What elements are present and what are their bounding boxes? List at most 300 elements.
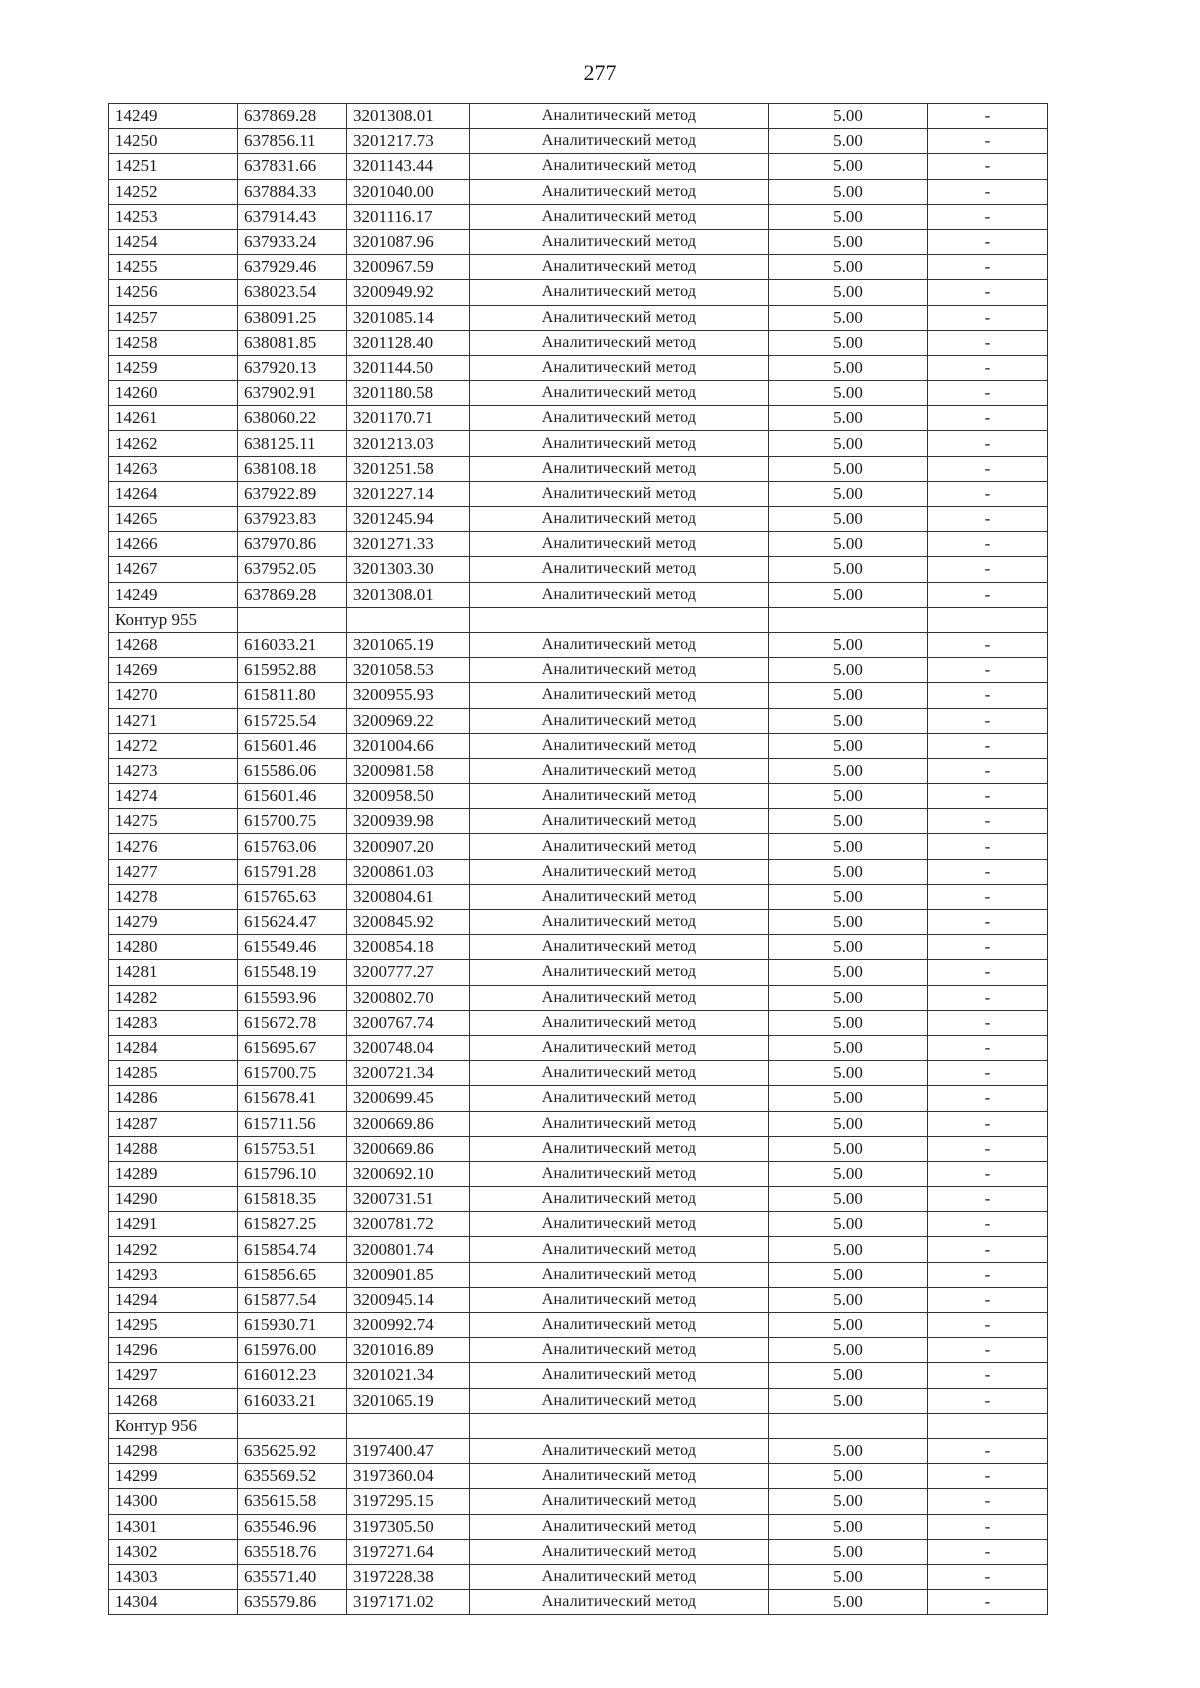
- point-id-cell: 14251: [109, 154, 238, 179]
- error-cell: 5.00: [769, 1111, 928, 1136]
- point-id-cell: 14288: [109, 1136, 238, 1161]
- contour-header-row: [109, 607, 1048, 632]
- y-coordinate-cell: 3201087.96: [347, 229, 470, 254]
- table-row: [109, 381, 1048, 406]
- table-row: [109, 582, 1048, 607]
- method-cell: Аналитический метод: [470, 834, 769, 859]
- dash-cell: -: [928, 834, 1048, 859]
- table-row: [109, 1590, 1048, 1615]
- error-cell: 5.00: [769, 381, 928, 406]
- dash-cell: -: [928, 1035, 1048, 1060]
- y-coordinate-cell: 3200781.72: [347, 1212, 470, 1237]
- x-coordinate-cell: 637856.11: [238, 129, 347, 154]
- point-id-cell: 14304: [109, 1590, 238, 1615]
- y-coordinate-cell: 3201040.00: [347, 179, 470, 204]
- y-coordinate-cell: [347, 607, 470, 632]
- y-coordinate-cell: 3201116.17: [347, 204, 470, 229]
- dash-cell: -: [928, 431, 1048, 456]
- dash-cell: -: [928, 1187, 1048, 1212]
- y-coordinate-cell: 3201308.01: [347, 104, 470, 129]
- method-cell: Аналитический метод: [470, 758, 769, 783]
- method-cell: Аналитический метод: [470, 658, 769, 683]
- x-coordinate-cell: 615827.25: [238, 1212, 347, 1237]
- x-coordinate-cell: 638125.11: [238, 431, 347, 456]
- error-cell: 5.00: [769, 1489, 928, 1514]
- table-row: [109, 859, 1048, 884]
- dash-cell: -: [928, 708, 1048, 733]
- y-coordinate-cell: [347, 1413, 470, 1438]
- x-coordinate-cell: [238, 1413, 347, 1438]
- x-coordinate-cell: 615593.96: [238, 985, 347, 1010]
- x-coordinate-cell: 615711.56: [238, 1111, 347, 1136]
- x-coordinate-cell: 637929.46: [238, 255, 347, 280]
- error-cell: 5.00: [769, 456, 928, 481]
- dash-cell: -: [928, 1590, 1048, 1615]
- y-coordinate-cell: 3200669.86: [347, 1136, 470, 1161]
- table-row: [109, 884, 1048, 909]
- dash-cell: -: [928, 406, 1048, 431]
- dash-cell: [928, 607, 1048, 632]
- x-coordinate-cell: 615763.06: [238, 834, 347, 859]
- y-coordinate-cell: 3201058.53: [347, 658, 470, 683]
- error-cell: 5.00: [769, 1262, 928, 1287]
- method-cell: Аналитический метод: [470, 708, 769, 733]
- point-id-cell: 14298: [109, 1438, 238, 1463]
- method-cell: Аналитический метод: [470, 1438, 769, 1463]
- x-coordinate-cell: 615678.41: [238, 1086, 347, 1111]
- table-row: [109, 1338, 1048, 1363]
- dash-cell: -: [928, 381, 1048, 406]
- error-cell: 5.00: [769, 431, 928, 456]
- error-cell: 5.00: [769, 1187, 928, 1212]
- y-coordinate-cell: 3200721.34: [347, 1061, 470, 1086]
- dash-cell: -: [928, 255, 1048, 280]
- dash-cell: -: [928, 507, 1048, 532]
- dash-cell: -: [928, 456, 1048, 481]
- dash-cell: -: [928, 229, 1048, 254]
- table-row: [109, 708, 1048, 733]
- method-cell: Аналитический метод: [470, 355, 769, 380]
- method-cell: Аналитический метод: [470, 884, 769, 909]
- y-coordinate-cell: 3200731.51: [347, 1187, 470, 1212]
- contour-label: Контур 955: [109, 607, 238, 632]
- point-id-cell: 14265: [109, 507, 238, 532]
- y-coordinate-cell: 3200945.14: [347, 1287, 470, 1312]
- x-coordinate-cell: 615601.46: [238, 733, 347, 758]
- dash-cell: [928, 1413, 1048, 1438]
- table-row: [109, 431, 1048, 456]
- error-cell: 5.00: [769, 985, 928, 1010]
- contour-label: Контур 956: [109, 1413, 238, 1438]
- table-row: [109, 255, 1048, 280]
- method-cell: Аналитический метод: [470, 431, 769, 456]
- method-cell: Аналитический метод: [470, 1313, 769, 1338]
- method-cell: Аналитический метод: [470, 280, 769, 305]
- method-cell: Аналитический метод: [470, 330, 769, 355]
- point-id-cell: 14276: [109, 834, 238, 859]
- method-cell: Аналитический метод: [470, 481, 769, 506]
- dash-cell: -: [928, 859, 1048, 884]
- y-coordinate-cell: 3200969.22: [347, 708, 470, 733]
- method-cell: Аналитический метод: [470, 1262, 769, 1287]
- point-id-cell: 14256: [109, 280, 238, 305]
- y-coordinate-cell: 3201245.94: [347, 507, 470, 532]
- point-id-cell: 14249: [109, 104, 238, 129]
- method-cell: Аналитический метод: [470, 632, 769, 657]
- y-coordinate-cell: 3200669.86: [347, 1111, 470, 1136]
- error-cell: 5.00: [769, 1287, 928, 1312]
- table-row: [109, 1464, 1048, 1489]
- x-coordinate-cell: 615624.47: [238, 910, 347, 935]
- point-id-cell: 14272: [109, 733, 238, 758]
- point-id-cell: 14263: [109, 456, 238, 481]
- method-cell: Аналитический метод: [470, 935, 769, 960]
- y-coordinate-cell: 3197271.64: [347, 1539, 470, 1564]
- point-id-cell: 14300: [109, 1489, 238, 1514]
- table-row: [109, 683, 1048, 708]
- table-row: [109, 1539, 1048, 1564]
- table-row: [109, 129, 1048, 154]
- dash-cell: -: [928, 985, 1048, 1010]
- table-row: [109, 1187, 1048, 1212]
- point-id-cell: 14292: [109, 1237, 238, 1262]
- table-row: [109, 330, 1048, 355]
- y-coordinate-cell: 3200949.92: [347, 280, 470, 305]
- y-coordinate-cell: 3200801.74: [347, 1237, 470, 1262]
- x-coordinate-cell: 637922.89: [238, 481, 347, 506]
- dash-cell: -: [928, 1388, 1048, 1413]
- dash-cell: -: [928, 935, 1048, 960]
- point-id-cell: 14270: [109, 683, 238, 708]
- y-coordinate-cell: 3197400.47: [347, 1438, 470, 1463]
- y-coordinate-cell: 3200981.58: [347, 758, 470, 783]
- point-id-cell: 14279: [109, 910, 238, 935]
- y-coordinate-cell: 3200958.50: [347, 784, 470, 809]
- table-row: [109, 1287, 1048, 1312]
- table-row: [109, 355, 1048, 380]
- error-cell: 5.00: [769, 1338, 928, 1363]
- x-coordinate-cell: 615586.06: [238, 758, 347, 783]
- x-coordinate-cell: 615765.63: [238, 884, 347, 909]
- method-cell: Аналитический метод: [470, 1035, 769, 1060]
- method-cell: Аналитический метод: [470, 1539, 769, 1564]
- x-coordinate-cell: 637884.33: [238, 179, 347, 204]
- method-cell: Аналитический метод: [470, 733, 769, 758]
- point-id-cell: 14290: [109, 1187, 238, 1212]
- x-coordinate-cell: 615952.88: [238, 658, 347, 683]
- point-id-cell: 14249: [109, 582, 238, 607]
- y-coordinate-cell: 3197360.04: [347, 1464, 470, 1489]
- table-row: [109, 1161, 1048, 1186]
- y-coordinate-cell: 3201251.58: [347, 456, 470, 481]
- x-coordinate-cell: 638023.54: [238, 280, 347, 305]
- x-coordinate-cell: 615700.75: [238, 1061, 347, 1086]
- error-cell: 5.00: [769, 632, 928, 657]
- method-cell: Аналитический метод: [470, 179, 769, 204]
- dash-cell: -: [928, 1363, 1048, 1388]
- table-row: [109, 1111, 1048, 1136]
- table-row: [109, 507, 1048, 532]
- method-cell: Аналитический метод: [470, 859, 769, 884]
- table-row: [109, 305, 1048, 330]
- y-coordinate-cell: 3200692.10: [347, 1161, 470, 1186]
- error-cell: 5.00: [769, 582, 928, 607]
- x-coordinate-cell: 615695.67: [238, 1035, 347, 1060]
- table-row: [109, 758, 1048, 783]
- table-row: [109, 1514, 1048, 1539]
- y-coordinate-cell: 3201143.44: [347, 154, 470, 179]
- point-id-cell: 14255: [109, 255, 238, 280]
- y-coordinate-cell: 3201271.33: [347, 532, 470, 557]
- error-cell: 5.00: [769, 1363, 928, 1388]
- y-coordinate-cell: 3201004.66: [347, 733, 470, 758]
- dash-cell: -: [928, 784, 1048, 809]
- point-id-cell: 14260: [109, 381, 238, 406]
- error-cell: 5.00: [769, 255, 928, 280]
- y-coordinate-cell: 3200777.27: [347, 960, 470, 985]
- coordinates-table: [108, 103, 1048, 1615]
- dash-cell: -: [928, 154, 1048, 179]
- x-coordinate-cell: 635571.40: [238, 1564, 347, 1589]
- y-coordinate-cell: 3197228.38: [347, 1564, 470, 1589]
- dash-cell: -: [928, 1514, 1048, 1539]
- dash-cell: -: [928, 532, 1048, 557]
- x-coordinate-cell: 615725.54: [238, 708, 347, 733]
- dash-cell: -: [928, 355, 1048, 380]
- point-id-cell: 14262: [109, 431, 238, 456]
- table-row: [109, 1136, 1048, 1161]
- method-cell: Аналитический метод: [470, 154, 769, 179]
- method-cell: Аналитический метод: [470, 985, 769, 1010]
- error-cell: 5.00: [769, 229, 928, 254]
- method-cell: Аналитический метод: [470, 1338, 769, 1363]
- error-cell: 5.00: [769, 708, 928, 733]
- x-coordinate-cell: 616012.23: [238, 1363, 347, 1388]
- method-cell: Аналитический метод: [470, 582, 769, 607]
- table-row: [109, 1212, 1048, 1237]
- error-cell: 5.00: [769, 1086, 928, 1111]
- y-coordinate-cell: 3197295.15: [347, 1489, 470, 1514]
- error-cell: 5.00: [769, 355, 928, 380]
- x-coordinate-cell: 615877.54: [238, 1287, 347, 1312]
- error-cell: 5.00: [769, 859, 928, 884]
- method-cell: Аналитический метод: [470, 809, 769, 834]
- point-id-cell: 14271: [109, 708, 238, 733]
- point-id-cell: 14287: [109, 1111, 238, 1136]
- error-cell: 5.00: [769, 129, 928, 154]
- y-coordinate-cell: 3201217.73: [347, 129, 470, 154]
- dash-cell: -: [928, 129, 1048, 154]
- point-id-cell: 14301: [109, 1514, 238, 1539]
- method-cell: Аналитический метод: [470, 229, 769, 254]
- dash-cell: -: [928, 884, 1048, 909]
- dash-cell: -: [928, 733, 1048, 758]
- dash-cell: -: [928, 1061, 1048, 1086]
- x-coordinate-cell: 637923.83: [238, 507, 347, 532]
- method-cell: Аналитический метод: [470, 1111, 769, 1136]
- method-cell: Аналитический метод: [470, 1237, 769, 1262]
- method-cell: Аналитический метод: [470, 129, 769, 154]
- point-id-cell: 14297: [109, 1363, 238, 1388]
- point-id-cell: 14254: [109, 229, 238, 254]
- error-cell: 5.00: [769, 179, 928, 204]
- point-id-cell: 14273: [109, 758, 238, 783]
- method-cell: Аналитический метод: [470, 910, 769, 935]
- dash-cell: -: [928, 1564, 1048, 1589]
- dash-cell: -: [928, 1489, 1048, 1514]
- table-row: [109, 1086, 1048, 1111]
- error-cell: 5.00: [769, 935, 928, 960]
- table-row: [109, 658, 1048, 683]
- point-id-cell: 14295: [109, 1313, 238, 1338]
- method-cell: Аналитический метод: [470, 1187, 769, 1212]
- dash-cell: -: [928, 104, 1048, 129]
- y-coordinate-cell: 3200767.74: [347, 1010, 470, 1035]
- x-coordinate-cell: 615548.19: [238, 960, 347, 985]
- x-coordinate-cell: 637914.43: [238, 204, 347, 229]
- error-cell: 5.00: [769, 1010, 928, 1035]
- method-cell: Аналитический метод: [470, 1287, 769, 1312]
- table-row: [109, 834, 1048, 859]
- x-coordinate-cell: 637952.05: [238, 557, 347, 582]
- point-id-cell: 14259: [109, 355, 238, 380]
- x-coordinate-cell: 637920.13: [238, 355, 347, 380]
- x-coordinate-cell: 615753.51: [238, 1136, 347, 1161]
- error-cell: 5.00: [769, 330, 928, 355]
- dash-cell: -: [928, 1136, 1048, 1161]
- table-row: [109, 1313, 1048, 1338]
- x-coordinate-cell: 615549.46: [238, 935, 347, 960]
- x-coordinate-cell: 615796.10: [238, 1161, 347, 1186]
- point-id-cell: 14303: [109, 1564, 238, 1589]
- point-id-cell: 14268: [109, 632, 238, 657]
- method-cell: Аналитический метод: [470, 1489, 769, 1514]
- table-row: [109, 406, 1048, 431]
- error-cell: 5.00: [769, 758, 928, 783]
- table-row: [109, 784, 1048, 809]
- dash-cell: -: [928, 960, 1048, 985]
- error-cell: 5.00: [769, 1590, 928, 1615]
- method-cell: [470, 607, 769, 632]
- table-row: [109, 557, 1048, 582]
- table-row: [109, 1388, 1048, 1413]
- method-cell: Аналитический метод: [470, 1590, 769, 1615]
- x-coordinate-cell: 638108.18: [238, 456, 347, 481]
- table-row: [109, 104, 1048, 129]
- y-coordinate-cell: 3201213.03: [347, 431, 470, 456]
- dash-cell: -: [928, 1161, 1048, 1186]
- x-coordinate-cell: 635518.76: [238, 1539, 347, 1564]
- y-coordinate-cell: 3201144.50: [347, 355, 470, 380]
- dash-cell: -: [928, 1338, 1048, 1363]
- table-row: [109, 1438, 1048, 1463]
- dash-cell: -: [928, 1111, 1048, 1136]
- error-cell: 5.00: [769, 1212, 928, 1237]
- method-cell: Аналитический метод: [470, 255, 769, 280]
- dash-cell: -: [928, 658, 1048, 683]
- point-id-cell: 14302: [109, 1539, 238, 1564]
- y-coordinate-cell: 3201085.14: [347, 305, 470, 330]
- x-coordinate-cell: 637831.66: [238, 154, 347, 179]
- error-cell: 5.00: [769, 280, 928, 305]
- dash-cell: -: [928, 280, 1048, 305]
- table-row: [109, 456, 1048, 481]
- error-cell: 5.00: [769, 204, 928, 229]
- dash-cell: -: [928, 330, 1048, 355]
- error-cell: 5.00: [769, 532, 928, 557]
- point-id-cell: 14257: [109, 305, 238, 330]
- method-cell: Аналитический метод: [470, 683, 769, 708]
- point-id-cell: 14268: [109, 1388, 238, 1413]
- method-cell: Аналитический метод: [470, 305, 769, 330]
- x-coordinate-cell: 615700.75: [238, 809, 347, 834]
- y-coordinate-cell: 3201065.19: [347, 632, 470, 657]
- dash-cell: -: [928, 1313, 1048, 1338]
- x-coordinate-cell: 637869.28: [238, 104, 347, 129]
- y-coordinate-cell: 3200804.61: [347, 884, 470, 909]
- page-number: 277: [583, 60, 617, 85]
- point-id-cell: 14267: [109, 557, 238, 582]
- y-coordinate-cell: 3197171.02: [347, 1590, 470, 1615]
- error-cell: 5.00: [769, 154, 928, 179]
- error-cell: 5.00: [769, 104, 928, 129]
- method-cell: Аналитический метод: [470, 406, 769, 431]
- method-cell: Аналитический метод: [470, 557, 769, 582]
- y-coordinate-cell: 3201180.58: [347, 381, 470, 406]
- method-cell: Аналитический метод: [470, 204, 769, 229]
- error-cell: 5.00: [769, 683, 928, 708]
- error-cell: 5.00: [769, 1035, 928, 1060]
- point-id-cell: 14282: [109, 985, 238, 1010]
- error-cell: 5.00: [769, 1237, 928, 1262]
- error-cell: 5.00: [769, 1136, 928, 1161]
- dash-cell: -: [928, 1010, 1048, 1035]
- point-id-cell: 14286: [109, 1086, 238, 1111]
- y-coordinate-cell: 3201021.34: [347, 1363, 470, 1388]
- table-row: [109, 910, 1048, 935]
- error-cell: 5.00: [769, 910, 928, 935]
- dash-cell: -: [928, 305, 1048, 330]
- x-coordinate-cell: 615854.74: [238, 1237, 347, 1262]
- table-row: [109, 960, 1048, 985]
- y-coordinate-cell: 3200802.70: [347, 985, 470, 1010]
- y-coordinate-cell: 3201065.19: [347, 1388, 470, 1413]
- method-cell: Аналитический метод: [470, 1212, 769, 1237]
- point-id-cell: 14269: [109, 658, 238, 683]
- method-cell: Аналитический метод: [470, 960, 769, 985]
- method-cell: Аналитический метод: [470, 1086, 769, 1111]
- dash-cell: -: [928, 1212, 1048, 1237]
- x-coordinate-cell: 635569.52: [238, 1464, 347, 1489]
- dash-cell: -: [928, 204, 1048, 229]
- error-cell: 5.00: [769, 960, 928, 985]
- method-cell: Аналитический метод: [470, 1514, 769, 1539]
- y-coordinate-cell: 3200907.20: [347, 834, 470, 859]
- table-row: [109, 204, 1048, 229]
- x-coordinate-cell: 638081.85: [238, 330, 347, 355]
- error-cell: 5.00: [769, 406, 928, 431]
- dash-cell: -: [928, 582, 1048, 607]
- y-coordinate-cell: 3200748.04: [347, 1035, 470, 1060]
- method-cell: Аналитический метод: [470, 456, 769, 481]
- method-cell: Аналитический метод: [470, 507, 769, 532]
- method-cell: Аналитический метод: [470, 104, 769, 129]
- point-id-cell: 14284: [109, 1035, 238, 1060]
- dash-cell: -: [928, 1237, 1048, 1262]
- point-id-cell: 14285: [109, 1061, 238, 1086]
- dash-cell: -: [928, 481, 1048, 506]
- point-id-cell: 14275: [109, 809, 238, 834]
